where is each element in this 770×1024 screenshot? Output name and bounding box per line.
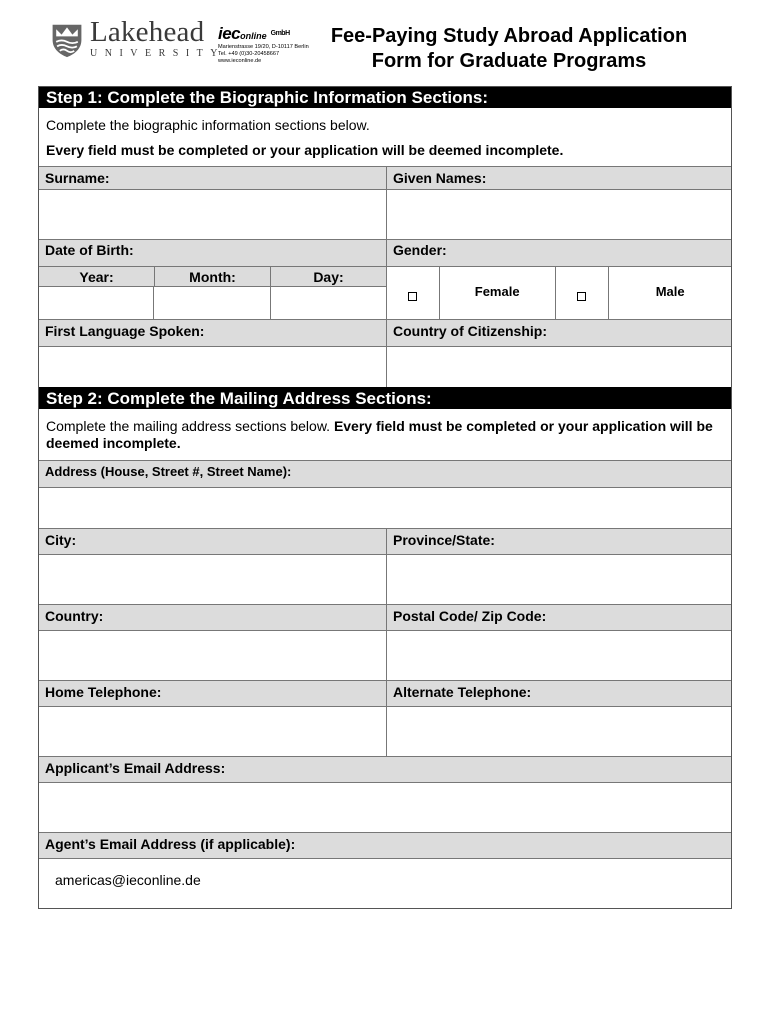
month-input[interactable] — [153, 287, 269, 319]
address-input[interactable] — [39, 488, 731, 528]
year-input[interactable] — [39, 287, 153, 319]
day-input[interactable] — [270, 287, 386, 319]
given-names-label: Given Names: — [386, 167, 731, 189]
month-label: Month: — [154, 267, 270, 286]
gender-options — [386, 267, 731, 319]
iec-company-type: GmbH — [270, 30, 290, 37]
dob-sub-labels — [39, 267, 386, 286]
alternate-telephone-input[interactable] — [386, 707, 731, 756]
iec-web: www.ieconline.de — [218, 58, 262, 64]
home-telephone-label: Home Telephone: — [39, 681, 386, 706]
agent-email-label-row — [39, 832, 731, 858]
country-input-row — [39, 630, 731, 680]
iec-phone: Tel. +49 (0)30-20458667 — [218, 51, 280, 57]
phone-label-row — [39, 680, 731, 706]
form-title-line2: Form for Graduate Programs — [371, 50, 647, 72]
female-checkbox[interactable] — [408, 292, 417, 301]
step1-heading: Step 1: Complete the Biographic Information Sections: — [39, 87, 731, 108]
form-title-line1: Fee-Paying Study Abroad Application — [330, 25, 688, 47]
country-input[interactable] — [39, 631, 386, 680]
city-label: City: — [39, 529, 386, 554]
citizenship-label: Country of Citizenship: — [386, 320, 731, 346]
surname-input[interactable] — [39, 190, 386, 239]
first-language-input[interactable] — [39, 347, 386, 387]
iec-brand: iec — [218, 24, 241, 43]
step1-warning: Every field must be completed or your application will be deemed incomplete. — [46, 142, 564, 158]
postal-code-label: Postal Code/ Zip Code: — [386, 605, 731, 630]
step2-intro: Complete the mailing address sections below. — [46, 418, 334, 434]
city-input[interactable] — [39, 555, 386, 604]
phone-input-row — [39, 706, 731, 756]
iec-brand-suffix: online — [240, 31, 267, 41]
citizenship-input[interactable] — [386, 347, 731, 387]
lakehead-crest-logo — [49, 22, 85, 58]
name-input-row — [39, 189, 731, 239]
male-label: Male — [608, 267, 731, 319]
university-subtitle: UNIVERSITY — [90, 48, 225, 59]
dob-label: Date of Birth: — [39, 240, 386, 266]
applicant-email-input[interactable] — [39, 783, 731, 832]
agent-email-label: Agent’s Email Address (if applicable): — [39, 833, 731, 858]
province-input[interactable] — [386, 555, 731, 604]
male-checkbox-cell — [555, 267, 609, 319]
applicant-email-label-row — [39, 756, 731, 782]
iec-online-logo — [218, 26, 326, 65]
step1-intro: Complete the biographic information sections below. — [46, 117, 370, 133]
day-label: Day: — [270, 267, 386, 286]
iec-address: Marienstrasse 19/20, D-10117 Berlin — [218, 44, 309, 50]
country-label: Country: — [39, 605, 386, 630]
language-input-row — [39, 346, 731, 387]
first-language-label: First Language Spoken: — [39, 320, 386, 346]
step2-intro-block — [39, 409, 731, 460]
female-label: Female — [439, 267, 555, 319]
year-label: Year: — [39, 267, 154, 286]
applicant-email-input-row — [39, 782, 731, 832]
applicant-email-label: Applicant’s Email Address: — [39, 757, 731, 782]
dob-gender-label-row — [39, 239, 731, 266]
university-name: Lakehead — [90, 16, 205, 48]
dob-inputs — [39, 286, 386, 319]
home-telephone-input[interactable] — [39, 707, 386, 756]
step2-warning: Every field must be completed or your application will be deemed incomplete. — [46, 418, 713, 451]
alternate-telephone-label: Alternate Telephone: — [386, 681, 731, 706]
male-checkbox[interactable] — [577, 292, 586, 301]
female-checkbox-cell — [387, 267, 439, 319]
country-label-row — [39, 604, 731, 630]
gender-label: Gender: — [386, 240, 731, 266]
form-title — [318, 24, 700, 74]
surname-label: Surname: — [39, 167, 386, 189]
city-label-row — [39, 528, 731, 554]
province-label: Province/State: — [386, 529, 731, 554]
given-names-input[interactable] — [386, 190, 731, 239]
application-form — [38, 86, 732, 909]
agent-email-input-row — [39, 858, 731, 908]
agent-email-input[interactable]: americas@ieconline.de — [39, 859, 731, 908]
name-label-row — [39, 166, 731, 189]
city-input-row — [39, 554, 731, 604]
step2-heading: Step 2: Complete the Mailing Address Sections: — [39, 387, 731, 409]
address-input-row — [39, 487, 731, 528]
dob-gender-row — [39, 266, 731, 319]
address-label: Address (House, Street #, Street Name): — [39, 461, 731, 487]
address-label-row — [39, 460, 731, 487]
language-label-row — [39, 319, 731, 346]
step1-intro-block — [39, 108, 731, 166]
postal-code-input[interactable] — [386, 631, 731, 680]
dob-fields — [39, 267, 386, 319]
